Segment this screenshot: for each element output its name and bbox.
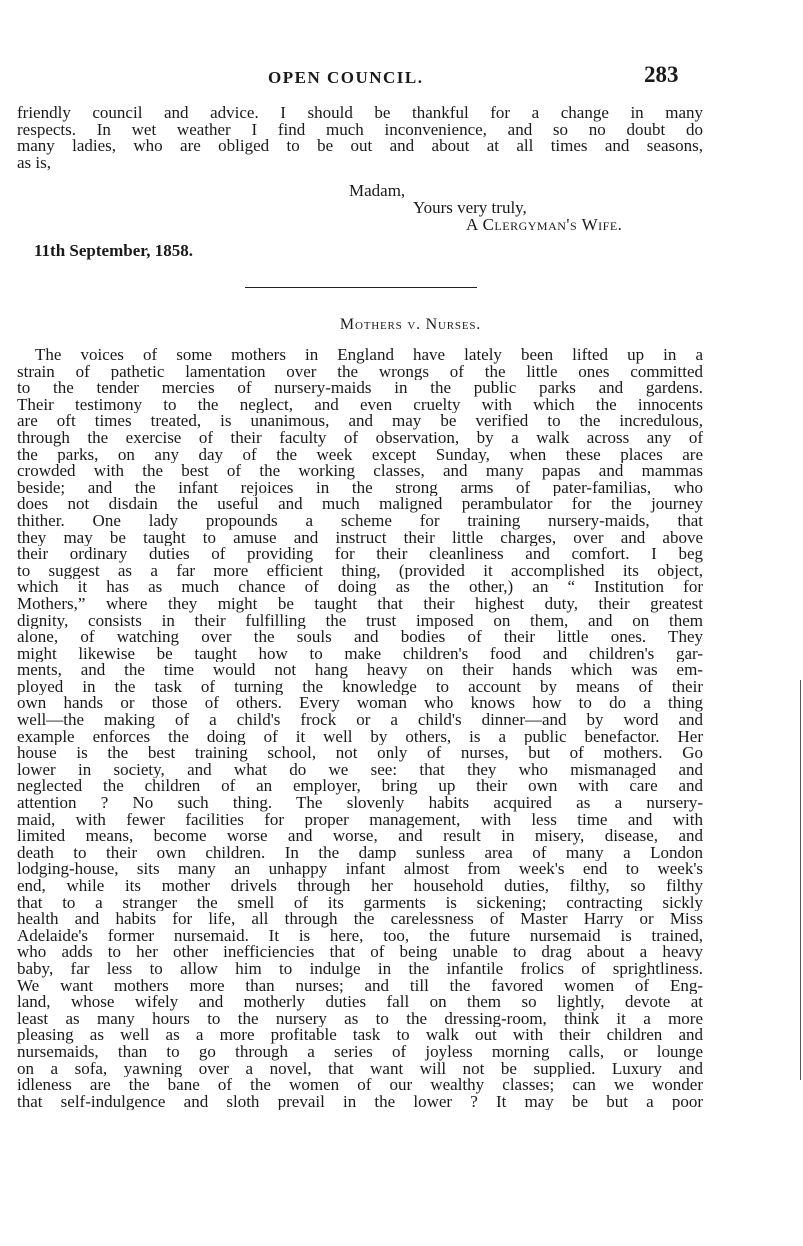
text-line: lodging-house, sits many an unhappy infant almost from week's end to week's xyxy=(17,861,703,878)
text-line: least as many hours to the nursery as to the dressing-room, think it a more xyxy=(17,1010,703,1028)
text-line: lower in society, and what do we see: that they who mismanaged and xyxy=(17,761,703,779)
text-line: through the exercise of their faculty of observation, by a walk across any of xyxy=(17,429,703,447)
text-line: beside; and the infant rejoices in the strong arms of pater-familias, who xyxy=(17,479,703,497)
section-divider xyxy=(245,287,477,288)
text-line: to suggest as a far more efficient thing, (provided it accomplished its object, xyxy=(17,562,703,580)
text-line: land, whose wifely and motherly duties fall on them so lightly, devote at xyxy=(17,994,703,1011)
text-line: their ordinary duties of providing for their cleanliness and comfort. I beg xyxy=(17,546,703,563)
text-line: as is, xyxy=(17,154,51,172)
text-line: respects. In wet weather I find much inconvenience, and so no doubt do xyxy=(17,121,703,139)
text-line: nursemaids, than to go through a series of joyless morning calls, or lounge xyxy=(17,1043,703,1061)
text-line: might likewise be taught how to make children's food and children's gar- xyxy=(17,645,703,663)
text-line: own hands or those of others. Every woman who knows how to do a thing xyxy=(17,695,703,713)
running-header xyxy=(0,62,803,92)
text-line: friendly council and advice. I should be thankful for a change in many xyxy=(17,105,703,122)
text-line: neglected the children of an employer, bring up their own with care and xyxy=(17,778,703,796)
text-line: does not disdain the useful and much maligned perambulator for the journey xyxy=(17,496,703,513)
text-line: they may be taught to amuse and instruct their little charges, over and above xyxy=(17,529,703,547)
text-line: are oft times treated, is unanimous, and may be verified to the incredulous, xyxy=(17,413,703,430)
text-line: health and habits for life, all through the carelessness of Master Harry or Miss xyxy=(17,911,703,928)
text-line: strain of pathetic lamentation over the wrongs of the little ones committed xyxy=(17,363,703,381)
text-line: ployed in the task of turning the knowledge to account by means of their xyxy=(17,678,703,696)
text-line: that to a stranger the smell of its garments is sickening; contracting sickly xyxy=(17,894,703,912)
running-title: OPEN COUNCIL. xyxy=(268,68,424,87)
text-line: We want mothers more than nurses; and till the favored women of Eng- xyxy=(17,977,703,995)
text-line: which it has as much chance of doing as the other,) an “ Institution for xyxy=(17,579,703,596)
text-line: limited means, become worse and worse, and result in misery, disease, and xyxy=(17,828,703,845)
text-line: well—the making of a child's frock or a child's dinner—and by word and xyxy=(17,712,703,729)
text-line: maid, with fewer facilities for proper management, with less time and with xyxy=(17,811,703,829)
letter-signature: A Clergyman's Wife. xyxy=(466,215,623,234)
letter-closing: Yours very truly, xyxy=(413,198,527,217)
article-title xyxy=(0,316,803,334)
text-line: baby, far less to allow him to indulge in the infantile frolics of sprightliness. xyxy=(17,960,703,978)
text-line: house is the best training school, not only of nurses, but of mothers. Go xyxy=(17,745,703,762)
page-number: 283 xyxy=(644,62,679,87)
text-line: Their testimony to the neglect, and even cruelty with which the innocents xyxy=(17,396,703,414)
letter-closing-paragraph xyxy=(17,105,703,171)
text-line: thither. One lady propounds a scheme for training nursery-maids, that xyxy=(17,512,703,530)
text-line: Mothers,” where they might be taught that their highest duty, their greatest xyxy=(17,595,703,613)
scan-edge-line xyxy=(800,680,801,1080)
text-line: alone, of watching over the souls and bodies of their little ones. They xyxy=(17,629,703,646)
text-line: to the tender mercies of nursery-maids in the public parks and gardens. xyxy=(17,380,703,397)
text-line: attention ? No such thing. The slovenly habits acquired as a nursery- xyxy=(17,795,703,812)
text-line: many ladies, who are obliged to be out and about at all times and seasons, xyxy=(17,138,703,155)
text-line: the parks, on any day of the week except Sunday, when these places are xyxy=(17,446,703,464)
letter-salutation: Madam, xyxy=(349,181,406,200)
text-line: ments, and the time would not hang heavy on their hands which was em- xyxy=(17,662,703,679)
text-line: Adelaide's former nursemaid. It is here, too, the future nursemaid is trained, xyxy=(17,927,703,945)
text-line: on a sofa, yawning over a novel, that want will not be supplied. Luxury and xyxy=(17,1060,703,1078)
text-line: dignity, consists in their fulfilling the trust imposed on them, and on them xyxy=(17,612,703,630)
article-body xyxy=(17,347,703,1110)
text-line: example enforces the doing of it well by others, is a public benefactor. Her xyxy=(17,728,703,746)
text-line: end, while its mother drivels through her household duties, filthy, so filthy xyxy=(17,878,703,895)
article-title-text: Mothers v. Nurses. xyxy=(339,316,482,333)
text-line: The voices of some mothers in England have lately been lifted up in a xyxy=(35,347,703,364)
text-line: who adds to her other inefficiencies that of being unable to drag about a heavy xyxy=(17,944,703,961)
text-line: crowded with the best of the working classes, and many papas and mammas xyxy=(17,463,703,480)
text-line: idleness are the bane of the women of our wealthy classes; can we wonder xyxy=(17,1077,703,1094)
text-line: that self-indulgence and sloth prevail in the lower ? It may be but a poor xyxy=(17,1093,703,1111)
text-line: pleasing as well as a more profitable task to walk out with their children and xyxy=(17,1027,703,1044)
letter-date: 11th September, 1858. xyxy=(34,241,193,260)
text-line: death to their own children. In the damp sunless area of many a London xyxy=(17,844,703,862)
